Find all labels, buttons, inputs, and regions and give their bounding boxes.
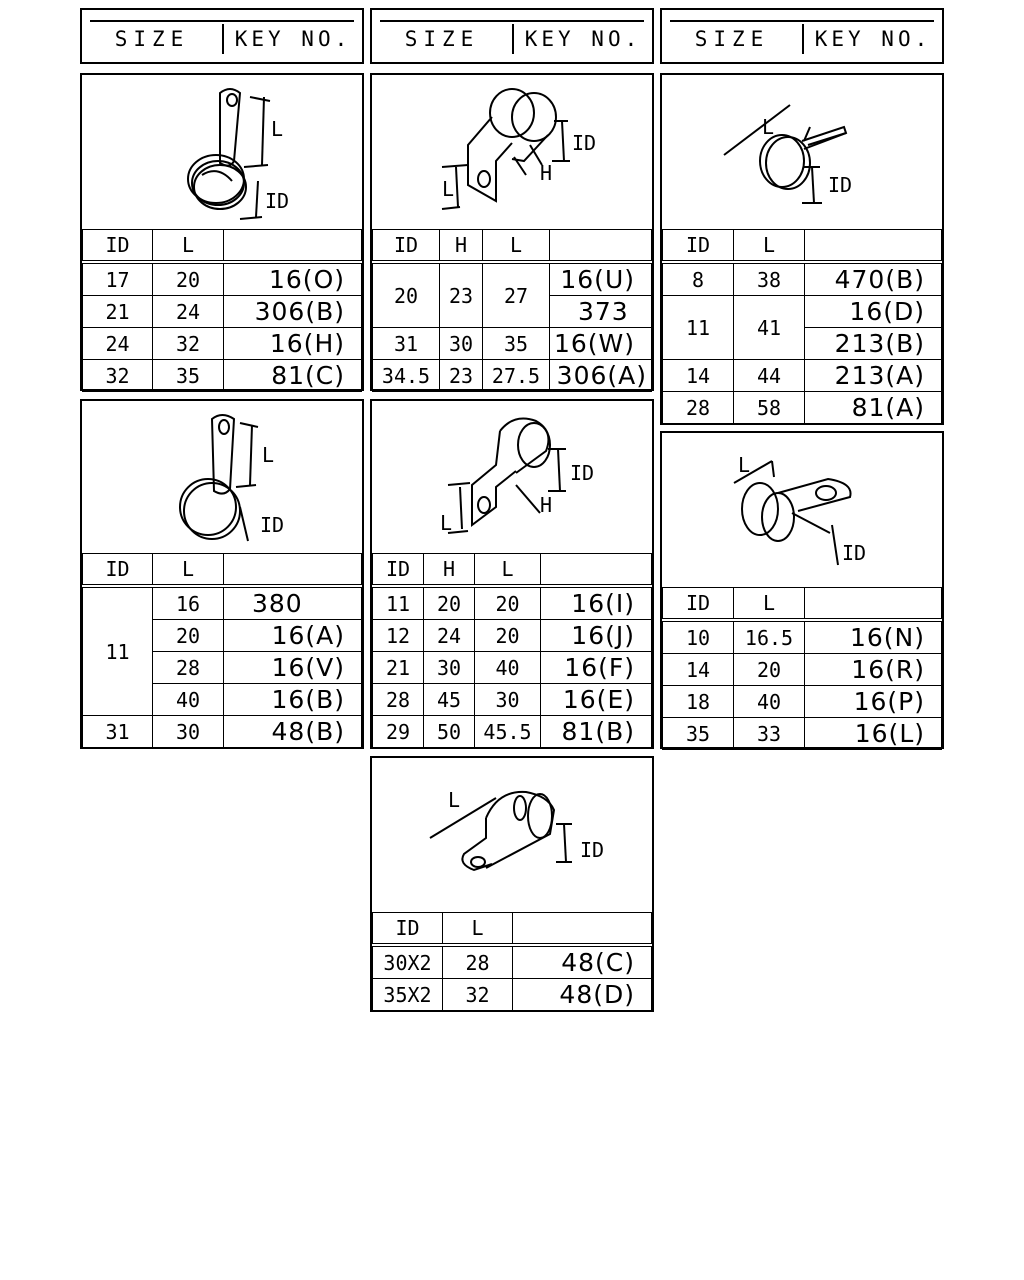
table-row — [663, 686, 942, 718]
cell-id: 35 — [663, 718, 734, 750]
table-row — [83, 716, 362, 748]
clamp-saddle-illustration — [372, 75, 652, 229]
table-row — [373, 684, 652, 716]
dim-label-h: H — [540, 161, 553, 185]
cell-key: 81(C) — [224, 360, 362, 392]
table-row — [663, 654, 942, 686]
table-header-row — [83, 230, 362, 263]
cell-h: 50 — [424, 716, 475, 748]
cell-id: 11 — [663, 296, 734, 360]
col-header-l: L — [475, 554, 541, 587]
table-row — [663, 296, 942, 328]
col-header-id: ID — [373, 554, 424, 587]
cell-l: 20 — [475, 620, 541, 652]
col-header-l: L — [443, 913, 513, 946]
dim-label-id: ID — [572, 131, 597, 155]
cell-id: 30X2 — [373, 945, 443, 979]
cell-key: 16(I) — [541, 586, 652, 620]
col-header-id: ID — [83, 554, 153, 587]
cell-key: 16(W) — [550, 328, 652, 360]
cell-h: 23 — [440, 360, 483, 392]
cell-id: 24 — [83, 328, 153, 360]
size-key-header-1 — [80, 8, 364, 64]
table-header-row — [373, 554, 652, 587]
header-rule — [670, 20, 934, 22]
panel-clamp-offset-saddle — [370, 399, 654, 749]
table-row — [663, 360, 942, 392]
table-row — [373, 945, 652, 979]
size-label: SIZE — [404, 27, 480, 51]
clamp-cushioned-illustration — [662, 433, 942, 587]
cell-l: 45.5 — [475, 716, 541, 748]
dim-label-id: ID — [570, 461, 595, 485]
panel-clamp-loop — [80, 73, 364, 391]
size-table — [82, 229, 362, 392]
cell-l: 30 — [153, 716, 224, 748]
cell-key: 16(L) — [805, 718, 942, 750]
cell-key: 16(B) — [224, 684, 362, 716]
size-label: SIZE — [114, 27, 190, 51]
dim-label-l: L — [762, 115, 775, 139]
col-header-key — [224, 554, 362, 587]
cell-l: 20 — [475, 586, 541, 620]
header-rule — [90, 20, 354, 22]
cell-l: 20 — [153, 620, 224, 652]
size-table — [82, 553, 362, 748]
cell-key: 16(R) — [805, 654, 942, 686]
clamp-single-loop-illustration — [82, 401, 362, 555]
dim-label-l: L — [271, 117, 284, 141]
table-header-row — [663, 588, 942, 621]
cell-key: 213(A) — [805, 360, 942, 392]
dim-label-id: ID — [260, 513, 285, 537]
table-header-row — [83, 554, 362, 587]
cell-key: 16(H) — [224, 328, 362, 360]
col-header-key — [513, 913, 652, 946]
table-row — [663, 262, 942, 296]
col-header-l: L — [734, 588, 805, 621]
cell-l: 16 — [153, 586, 224, 620]
cell-key: 16(U) — [550, 262, 652, 296]
panel-clamp-single-loop — [80, 399, 364, 749]
col-header-id: ID — [373, 230, 440, 263]
panel-clamp-saddle — [370, 73, 654, 391]
col-header-key — [550, 230, 652, 263]
cell-id: 14 — [663, 654, 734, 686]
cell-id: 10 — [663, 620, 734, 654]
table-header-row — [663, 230, 942, 263]
size-table — [662, 587, 942, 750]
cell-l: 30 — [475, 684, 541, 716]
cell-id: 20 — [373, 262, 440, 328]
cell-h: 24 — [424, 620, 475, 652]
clamp-band-illustration — [662, 75, 942, 229]
cell-key: 16(N) — [805, 620, 942, 654]
col-header-key — [805, 588, 942, 621]
cell-id: 29 — [373, 716, 424, 748]
table-row — [663, 620, 942, 654]
table-row — [373, 716, 652, 748]
col-header-l: L — [734, 230, 805, 263]
cell-l: 40 — [475, 652, 541, 684]
col-header-l: L — [153, 230, 224, 263]
table-row — [373, 262, 652, 296]
col-header-key — [805, 230, 942, 263]
size-table — [372, 912, 652, 1011]
clamp-double-illustration — [372, 758, 652, 912]
cell-key: 306(B) — [224, 296, 362, 328]
cell-id: 12 — [373, 620, 424, 652]
header-rule — [380, 20, 644, 22]
dim-label-l: L — [738, 453, 751, 477]
size-key-header-3 — [660, 8, 944, 64]
cell-id: 18 — [663, 686, 734, 718]
table-header-row — [373, 230, 652, 263]
dim-label-id: ID — [265, 189, 290, 213]
col-header-key — [224, 230, 362, 263]
size-table — [372, 229, 652, 392]
cell-id: 21 — [83, 296, 153, 328]
cell-l: 58 — [734, 392, 805, 424]
col-header-id: ID — [663, 230, 734, 263]
col-header-id: ID — [83, 230, 153, 263]
table-row — [373, 360, 652, 392]
panel-clamp-band — [660, 73, 944, 425]
cell-l: 35 — [483, 328, 550, 360]
table-row — [373, 979, 652, 1011]
cell-id: 31 — [373, 328, 440, 360]
table-row — [83, 262, 362, 296]
cell-key: 48(B) — [224, 716, 362, 748]
cell-l: 28 — [443, 945, 513, 979]
cell-key: 16(D) — [805, 296, 942, 328]
table-row — [373, 620, 652, 652]
cell-h: 20 — [424, 586, 475, 620]
clamp-offset-saddle-illustration — [372, 401, 652, 555]
size-label: SIZE — [694, 27, 770, 51]
cell-l: 27 — [483, 262, 550, 328]
col-header-id: ID — [373, 913, 443, 946]
col-header-l: L — [153, 554, 224, 587]
cell-l: 16.5 — [734, 620, 805, 654]
col-header-h: H — [440, 230, 483, 263]
table-row — [373, 586, 652, 620]
panel-clamp-cushioned — [660, 431, 944, 749]
cell-id: 11 — [373, 586, 424, 620]
cell-id: 35X2 — [373, 979, 443, 1011]
table-header-row — [373, 913, 652, 946]
dim-label-h: H — [540, 493, 553, 517]
key-no-label: KEY NO. — [814, 27, 932, 51]
dim-label-l: L — [448, 788, 461, 812]
cell-key: 470(B) — [805, 262, 942, 296]
table-row — [373, 652, 652, 684]
table-row — [83, 360, 362, 392]
size-table — [662, 229, 942, 424]
col-header-id: ID — [663, 588, 734, 621]
table-row — [83, 586, 362, 620]
table-row — [83, 296, 362, 328]
dim-label-id: ID — [842, 541, 867, 565]
key-no-label: KEY NO. — [524, 27, 642, 51]
cell-l: 28 — [153, 652, 224, 684]
cell-key: 16(V) — [224, 652, 362, 684]
cell-key: 81(B) — [541, 716, 652, 748]
cell-l: 27.5 — [483, 360, 550, 392]
cell-l: 40 — [153, 684, 224, 716]
dim-label-id: ID — [580, 838, 605, 862]
cell-l: 24 — [153, 296, 224, 328]
cell-id: 17 — [83, 262, 153, 296]
dim-label-l: L — [262, 443, 275, 467]
cell-l: 20 — [734, 654, 805, 686]
cell-l: 20 — [153, 262, 224, 296]
cell-key: 373 — [550, 296, 652, 328]
cell-key: 16(A) — [224, 620, 362, 652]
col-header-key — [541, 554, 652, 587]
cell-key: 306(A) — [550, 360, 652, 392]
key-no-label: KEY NO. — [234, 27, 352, 51]
cell-key: 213(B) — [805, 328, 942, 360]
cell-id: 31 — [83, 716, 153, 748]
cell-h: 45 — [424, 684, 475, 716]
table-row — [663, 392, 942, 424]
cell-h: 30 — [424, 652, 475, 684]
dim-label-l: L — [440, 511, 453, 535]
cell-h: 30 — [440, 328, 483, 360]
cell-id: 14 — [663, 360, 734, 392]
cell-id: 21 — [373, 652, 424, 684]
table-row — [83, 328, 362, 360]
dim-label-id: ID — [828, 173, 853, 197]
col-header-l: L — [483, 230, 550, 263]
cell-key: 81(A) — [805, 392, 942, 424]
cell-l: 38 — [734, 262, 805, 296]
panel-clamp-double — [370, 756, 654, 1012]
dim-label-l: L — [442, 177, 455, 201]
cell-id: 28 — [663, 392, 734, 424]
cell-h: 23 — [440, 262, 483, 328]
cell-l: 32 — [153, 328, 224, 360]
clamp-loop-illustration — [82, 75, 362, 229]
cell-id: 28 — [373, 684, 424, 716]
cell-id: 32 — [83, 360, 153, 392]
cell-l: 44 — [734, 360, 805, 392]
cell-id: 34.5 — [373, 360, 440, 392]
size-key-header-2 — [370, 8, 654, 64]
cell-l: 40 — [734, 686, 805, 718]
cell-key: 16(E) — [541, 684, 652, 716]
cell-l: 33 — [734, 718, 805, 750]
cell-key: 16(P) — [805, 686, 942, 718]
table-row — [663, 718, 942, 750]
cell-key: 380 — [224, 586, 362, 620]
cell-id: 11 — [83, 586, 153, 716]
table-row — [373, 328, 652, 360]
cell-id: 8 — [663, 262, 734, 296]
cell-key: 16(O) — [224, 262, 362, 296]
cell-l: 41 — [734, 296, 805, 360]
cell-key: 48(D) — [513, 979, 652, 1011]
size-table — [372, 553, 652, 748]
cell-key: 16(J) — [541, 620, 652, 652]
cell-key: 16(F) — [541, 652, 652, 684]
cell-key: 48(C) — [513, 945, 652, 979]
col-header-h: H — [424, 554, 475, 587]
cell-l: 35 — [153, 360, 224, 392]
cell-l: 32 — [443, 979, 513, 1011]
